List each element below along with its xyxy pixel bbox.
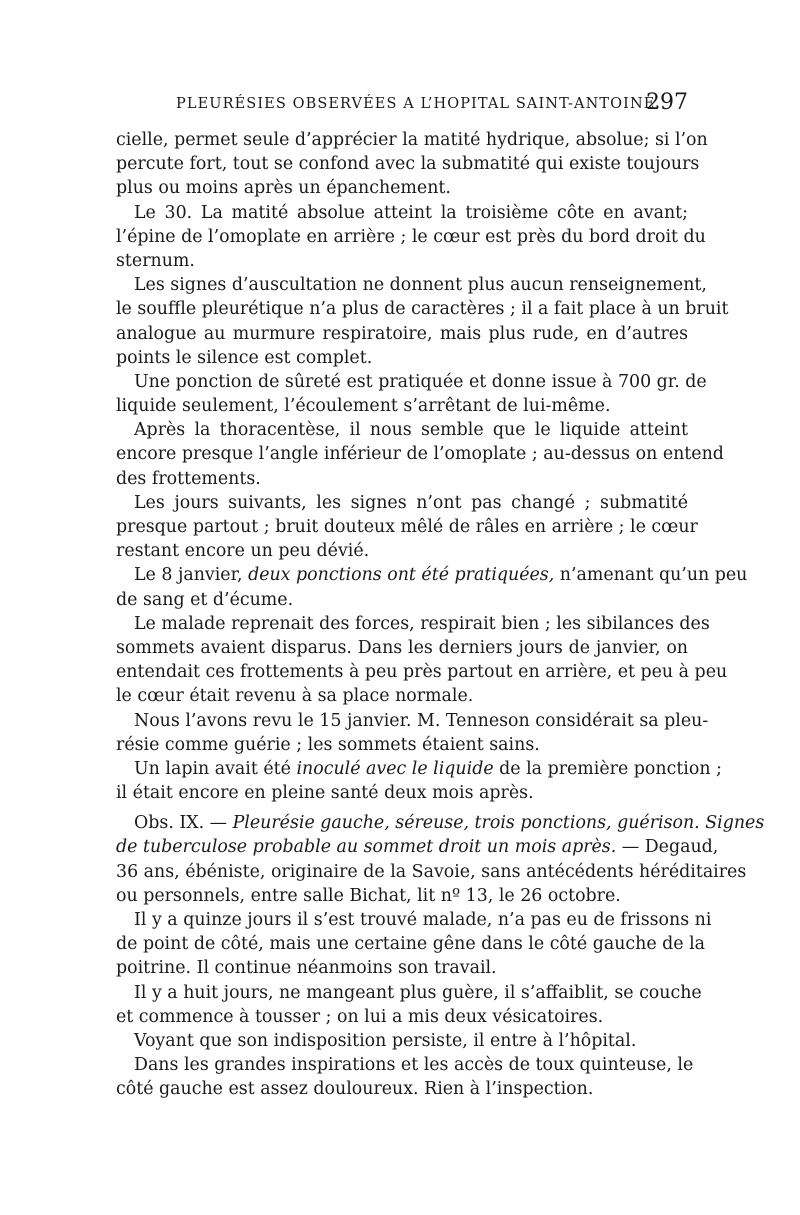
running-head: PLEURÉSIES OBSERVÉES A L’HOPITAL SAINT-ANTOINE. bbox=[176, 96, 662, 112]
text-line: des frottements. bbox=[116, 468, 261, 489]
text-line: résie comme guérie ; les sommets étaient sains. bbox=[116, 734, 540, 755]
text-line: il était encore en pleine santé deux mois après. bbox=[116, 783, 534, 804]
text-run: Un lapin avait été bbox=[134, 758, 297, 779]
text-line: encore presque l’angle inférieur de l’omoplate ; au-dessus on entend bbox=[116, 444, 724, 465]
text-line: de sang et d’écume. bbox=[116, 589, 294, 610]
text-line: cielle, permet seule d’apprécier la matité hydrique, absolue; si l’on bbox=[116, 130, 708, 150]
text-run: n’amenant qu’un peu bbox=[554, 565, 748, 586]
page-header bbox=[176, 92, 688, 122]
text-line: plus ou moins après un épanchement. bbox=[116, 178, 451, 199]
text-line: presque partout ; bruit douteux mêlé de râles en arrière ; le cœur bbox=[116, 517, 698, 537]
text-line: Voyant que son indisposition persiste, il entre à l’hôpital. bbox=[134, 1030, 637, 1051]
text-run: de la première ponction ; bbox=[493, 758, 722, 779]
text-run: — Degaud, bbox=[616, 837, 719, 858]
text-line: restant encore un peu dévié. bbox=[116, 541, 370, 562]
text-line: côté gauche est assez douloureux. Rien à l’inspection. bbox=[116, 1079, 594, 1100]
text-line: poitrine. Il continue néanmoins son travail. bbox=[116, 958, 497, 979]
text-line bbox=[116, 757, 722, 781]
text-line: liquide seulement, l’écoulement s’arrêtant de lui-même. bbox=[116, 396, 611, 417]
text-line: entendait ces frottements à peu près partout en arrière, et peu à peu bbox=[116, 662, 728, 683]
text-line: Le 30. La matité absolue atteint la troisième côte en avant; bbox=[134, 202, 688, 223]
text-line: points le silence est complet. bbox=[116, 347, 373, 368]
text-line: sommets avaient disparus. Dans les derniers jours de janvier, on bbox=[116, 637, 688, 658]
text-line: Il y a quinze jours il s’est trouvé malade, n’a pas eu de frissons ni bbox=[134, 910, 712, 930]
text-line: Nous l’avons revu le 15 janvier. M. Tenneson considérait sa pleu- bbox=[134, 710, 709, 731]
text-line: Une ponction de sûreté est pratiquée et donne issue à 700 gr. de bbox=[134, 371, 707, 392]
text-line: analogue au murmure respiratoire, mais plus rude, en d’autres bbox=[116, 323, 688, 344]
text-line: Dans les grandes inspirations et les accès de toux quinteuse, le bbox=[134, 1055, 694, 1076]
text-line: l’épine de l’omoplate en arrière ; le cœur est près du bord droit du bbox=[116, 226, 706, 247]
text-line: 36 ans, ébéniste, originaire de la Savoie, sans antécédents héréditaires bbox=[116, 861, 747, 882]
body-text bbox=[116, 128, 765, 1102]
observation-label: Obs. IX. — bbox=[134, 813, 233, 834]
text-run: Le 8 janvier, bbox=[134, 565, 249, 586]
italic-run: Pleurésie gauche, séreuse, trois ponctions, guérison. Signes bbox=[232, 813, 765, 834]
text-line: ou personnels, entre salle Bichat, lit nº 13, le 26 octobre. bbox=[116, 885, 621, 906]
text-line: percute fort, tout se confond avec la submatité qui existe toujours bbox=[116, 154, 700, 175]
italic-run: deux ponctions ont été pratiquées, bbox=[248, 565, 555, 586]
text-line bbox=[116, 563, 748, 587]
text-line bbox=[116, 835, 719, 859]
page-number: 297 bbox=[646, 90, 688, 115]
text-line: sternum. bbox=[116, 250, 195, 271]
text-line: de point de côté, mais une certaine gêne dans le côté gauche de la bbox=[116, 934, 706, 955]
text-line: et commence à tousser ; on lui a mis deux vésicatoires. bbox=[116, 1006, 604, 1027]
observation-heading-line bbox=[116, 811, 765, 835]
italic-run: inoculé avec le liquide bbox=[296, 758, 494, 779]
text-line: le souffle pleurétique n’a plus de caractères ; il a fait place à un bruit bbox=[116, 299, 729, 320]
text-line: Après la thoracentèse, il nous semble que le liquide atteint bbox=[134, 420, 688, 441]
text-line: Les signes d’auscultation ne donnent plus aucun renseignement, bbox=[134, 275, 707, 296]
text-line: le cœur était revenu à sa place normale. bbox=[116, 686, 474, 707]
text-line: Les jours suivants, les signes n’ont pas changé ; submatité bbox=[134, 492, 688, 513]
text-line: Il y a huit jours, ne mangeant plus guère, il s’affaiblit, se couche bbox=[134, 982, 702, 1003]
text-line: Le malade reprenait des forces, respirait bien ; les sibilances des bbox=[134, 613, 710, 634]
italic-run: de tuberculose probable au sommet droit un mois après. bbox=[116, 837, 617, 858]
